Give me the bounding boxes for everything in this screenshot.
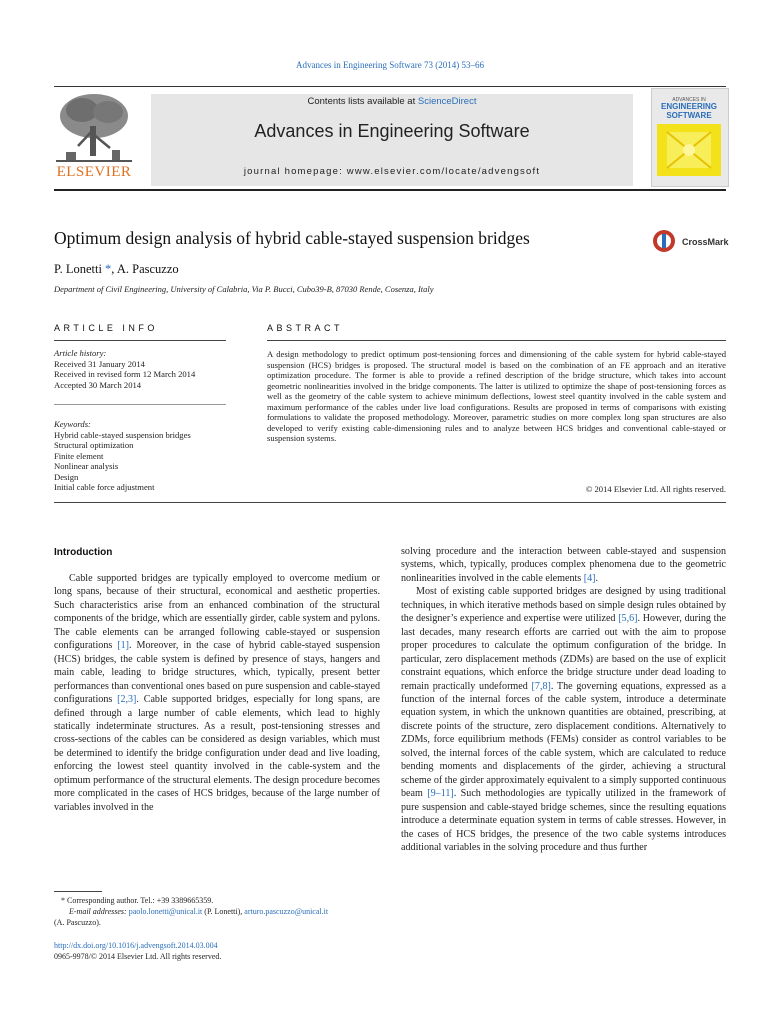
author-name: A. Pascuzzo <box>116 262 179 276</box>
citation-link[interactable]: [9–11] <box>427 788 454 800</box>
cover-title <box>651 103 727 120</box>
article-info-rule <box>54 340 226 341</box>
text-run: . Cable supported bridges, especially for long spans, are defined through a large number of cable elements, which lead to highly statically indeterminate structures. As a result, post-tensioning stresses and cross-sections of the cables can be considered as design variables, which must be determined to identify the bridge configuration under dead and live loading, enforcing the lowest steel quantity involved in the cable-system and the optimum performance of the structural elements. The design procedure becomes more complicated in the cases of HCS bridges, because of the large number of variables involved in the <box>54 694 380 813</box>
text-run: . Such methodologies are typically utilized in the framework of pure suspension and cable-stayed bridge schemes, since the resulting equations introduce a determinate equation system in terms of cable stresses. However, in the cases of HCS bridges, the presence of the two cable systems introduces additional variables in the solving procedure and thus further <box>401 788 726 853</box>
email-owner-2: (A. Pascuzzo). <box>54 918 101 927</box>
elsevier-wordmark: ELSEVIER <box>56 164 132 180</box>
footnote <box>54 895 380 928</box>
author-separator: , <box>111 262 117 276</box>
received-date: Received 31 January 2014 <box>54 358 145 369</box>
email-link-1[interactable]: paolo.lonetti@unical.it <box>128 907 203 916</box>
body-left-column <box>54 572 380 814</box>
cover-small-text: ADVANCES IN <box>672 97 706 103</box>
author-name: P. Lonetti <box>54 262 102 276</box>
footnote-rule <box>54 891 102 892</box>
history-label: Article history: <box>54 348 107 358</box>
keyword: Nonlinear analysis <box>54 461 119 471</box>
citation-link[interactable]: [2,3] <box>117 694 137 706</box>
history-rule <box>54 404 226 405</box>
cover-artwork <box>657 124 721 176</box>
article-title: Optimum design analysis of hybrid cable-stayed suspension bridges <box>54 228 530 248</box>
cover-title-line1: ENGINEERING <box>660 102 717 111</box>
corresponding-author-mark[interactable]: * <box>105 262 112 276</box>
keyword: Design <box>54 471 79 482</box>
text-run: . However, during the last decades, many research efforts are carried out with the aim to propose proper procedures to calculate the optimum configuration of the bridge. In particular, zero displacement methods (ZDMs) are based on the use of explicit constraint equations, which enforce the bridge structure under dead loading to remain practically undeformed <box>401 613 726 692</box>
sciencedirect-link[interactable]: ScienceDirect <box>417 96 477 107</box>
email-label: E-mail addresses: <box>69 907 129 916</box>
body-paragraph <box>401 585 726 854</box>
accepted-date: Accepted 30 March 2014 <box>54 379 142 390</box>
body-paragraph <box>54 572 380 814</box>
text-run: . The governing equations, expressed as a function of the internal forces of the cable system, introduce a determinate equation system, in which the unknown quantities are obtained, prescribing, at discrete points of the structure, zero displacement conditions. Alternatively to ZDMs, force equilibrium methods (FEMs) consider as control variables to be solved, the internal forces of the cable system, which are calculated to reduce bending moments and displacements of the girder, achieving a structural scheme of the girder approximately equivalent to a simply supported continuous beam <box>401 680 726 800</box>
body-right-column <box>401 545 726 854</box>
article-history <box>54 348 195 390</box>
crossmark-label[interactable]: CrossMark <box>682 237 729 247</box>
text-run: Most of existing cable supported bridges are designed by using traditional techniques, in which iterative methods based on simple design rules obtained by the designer’s experience and expertise were utilized <box>401 586 726 625</box>
text-run: solving procedure and the interaction between cable-stayed and suspension systems, which, typically, produces complex phenomena due to the geometric nonlinearities involved in the cable elements <box>401 546 726 584</box>
author-list <box>54 262 179 277</box>
text-run: Cable supported bridges are typically employed to overcome medium or long spans, because of their structural, economical and aesthetic properties. Such characteristics arise from an enhanced combination of the structural components of the bridge, which are essentially girder, cable system and pylons. The cable elements can be arranged following cable-stayed or suspension configurations <box>54 573 380 652</box>
keyword: Structural optimization <box>54 440 134 450</box>
header-bottom-rule <box>54 189 726 191</box>
email-link-2[interactable]: arturo.pascuzzo@unical.it <box>244 907 329 916</box>
section-heading-introduction: Introduction <box>54 547 113 558</box>
article-info-heading: ARTICLE INFO <box>54 323 158 333</box>
text-run: . Moreover, in the case of hybrid cable-stayed suspension (HCS) bridges, the cable system is defined by presence of stays, hangers and main cable, leading to bridge structures, which, typically, present better performances than conventional ones based on pure suspension and cable-stayed configurations <box>54 640 380 706</box>
keywords-block <box>54 419 191 493</box>
cover-title-line2: SOFTWARE <box>666 110 712 120</box>
issn-line: 0965-9978/© 2014 Elsevier Ltd. All rights reserved. <box>54 952 222 961</box>
contents-line <box>151 96 633 107</box>
header-top-rule <box>54 86 726 87</box>
keyword: Hybrid cable-stayed suspension bridges <box>54 429 191 440</box>
journal-reference[interactable]: Advances in Engineering Software 73 (2014) 53–66 <box>296 60 484 70</box>
revised-date: Received in revised form 12 March 2014 <box>54 369 196 379</box>
crossmark-icon[interactable] <box>652 229 676 253</box>
journal-title: Advances in Engineering Software <box>254 121 530 141</box>
citation-link[interactable]: [5,6] <box>618 613 638 625</box>
citation-link[interactable]: [7,8] <box>531 680 551 692</box>
citation-link[interactable]: [1] <box>117 640 130 652</box>
email-owner-1: (P. Lonetti), <box>202 907 245 916</box>
keyword: Finite element <box>54 450 104 461</box>
body-paragraph <box>401 545 726 585</box>
email-line <box>54 906 380 917</box>
abstract-text: A design methodology to predict optimum post-tensioning forces and dimensioning of the cable system for hybrid cable-stayed suspension (HCS) bridges is proposed. The structural model is based on the combination of an FE approach and an iterative optimization procedure. The former is able to provide a refined description of the bridge structure, which takes into account geometric nonlinearities involved in the bridge components. The latter is utilized to optimize the shape of post-tensioning forces as well as the geometry of the cable system to achieve minimum deflections, lowest steel quantity involved in the cable system and maximum performance of the cables under live load configurations. Results are proposed in terms of comparisons with existing formulations to validate the proposed methodology. Moreover, parametric studies on more complex long span structures are also developed to verify existing cable-dimensioning rules and to analyze between HCS bridges and conventional cable-stayed or suspension systems. <box>267 349 726 444</box>
abstract-rule <box>267 340 726 341</box>
contents-prefix: Contents lists available at <box>307 96 418 107</box>
corresponding-note: * Corresponding author. Tel.: +39 3389665359. <box>61 896 214 905</box>
citation-link[interactable]: [4] <box>583 572 596 584</box>
keyword: Initial cable force adjustment <box>54 482 155 492</box>
keywords-label: Keywords: <box>54 419 91 429</box>
text-run: . <box>595 572 599 584</box>
doi-link[interactable]: http://dx.doi.org/10.1016/j.advengsoft.2014.03.004 <box>54 941 218 950</box>
abstract-heading: ABSTRACT <box>267 323 344 333</box>
abstract-copyright: © 2014 Elsevier Ltd. All rights reserved. <box>585 484 726 494</box>
journal-homepage[interactable]: journal homepage: www.elsevier.com/locate/advengsoft <box>243 166 541 177</box>
affiliation: Department of Civil Engineering, University of Calabria, Via P. Bucci, Cubo39-B, 87030 Rende, Cosenza, Italy <box>54 284 434 294</box>
abstract-bottom-rule <box>54 502 726 503</box>
